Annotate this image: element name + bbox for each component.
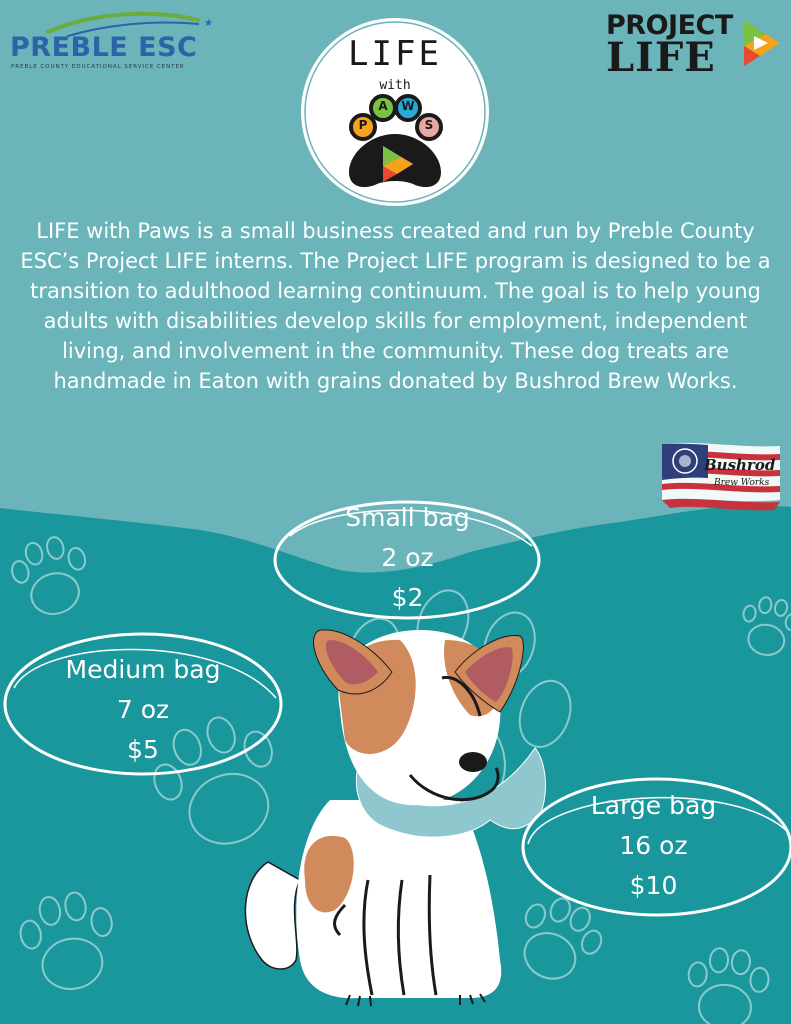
project-life-wordmark-top: PROJECT xyxy=(606,10,733,41)
medium-bag-label: Medium bag xyxy=(65,655,221,684)
preble-esc-wordmark: PREBLE ESC xyxy=(10,32,198,63)
small-bag-price-bubble xyxy=(270,496,545,624)
bushrod-wordmark: Bushrod xyxy=(704,456,776,474)
medium-bag-price-bubble xyxy=(0,628,286,780)
logo-with-text: with xyxy=(379,78,411,93)
small-bag-price: $2 xyxy=(391,583,424,612)
bushrod-subtitle: Brew Works xyxy=(714,478,770,488)
large-bag-price: $10 xyxy=(629,871,678,900)
paw-letter-a: A xyxy=(378,99,388,113)
large-bag-price-bubble xyxy=(512,772,791,922)
small-bag-label: Small bag xyxy=(345,503,470,532)
paw-letter-s: S xyxy=(424,118,434,132)
paw-letter-p: P xyxy=(358,118,368,132)
svg-text:★: ★ xyxy=(204,18,213,29)
small-bag-weight: 2 oz xyxy=(381,543,434,572)
project-life-wordmark-bottom: LIFE xyxy=(606,34,716,81)
play-triangle-icon xyxy=(736,14,786,72)
large-bag-weight: 16 oz xyxy=(619,831,688,860)
medium-bag-price: $5 xyxy=(127,735,159,764)
paw-letter-w: W xyxy=(401,99,415,113)
preble-esc-subtitle: PREBLE COUNTY EDUCATIONAL SERVICE CENTER xyxy=(11,64,185,70)
life-with-paws-logo xyxy=(295,12,495,212)
flag-icon xyxy=(656,438,786,516)
bushrod-brew-works-logo xyxy=(656,438,786,516)
medium-bag-weight: 7 oz xyxy=(116,695,170,724)
large-bag-label: Large bag xyxy=(590,791,717,820)
logo-life-text: LIFE xyxy=(348,34,442,74)
project-life-logo xyxy=(606,10,786,81)
description-text: LIFE with Paws is a small business created and run by Preble County ESC’s Project LIFE interns. The Project LIFE program is designed to be a transition to adulthood learning continuum. The goal is to help young adults with disabilities develop skills for employment, independent living, and involvement in the community. These dog treats are handmade in Eaton with grains donated by Bushrod Brew Works. xyxy=(20,219,771,393)
preble-esc-logo xyxy=(8,6,238,76)
